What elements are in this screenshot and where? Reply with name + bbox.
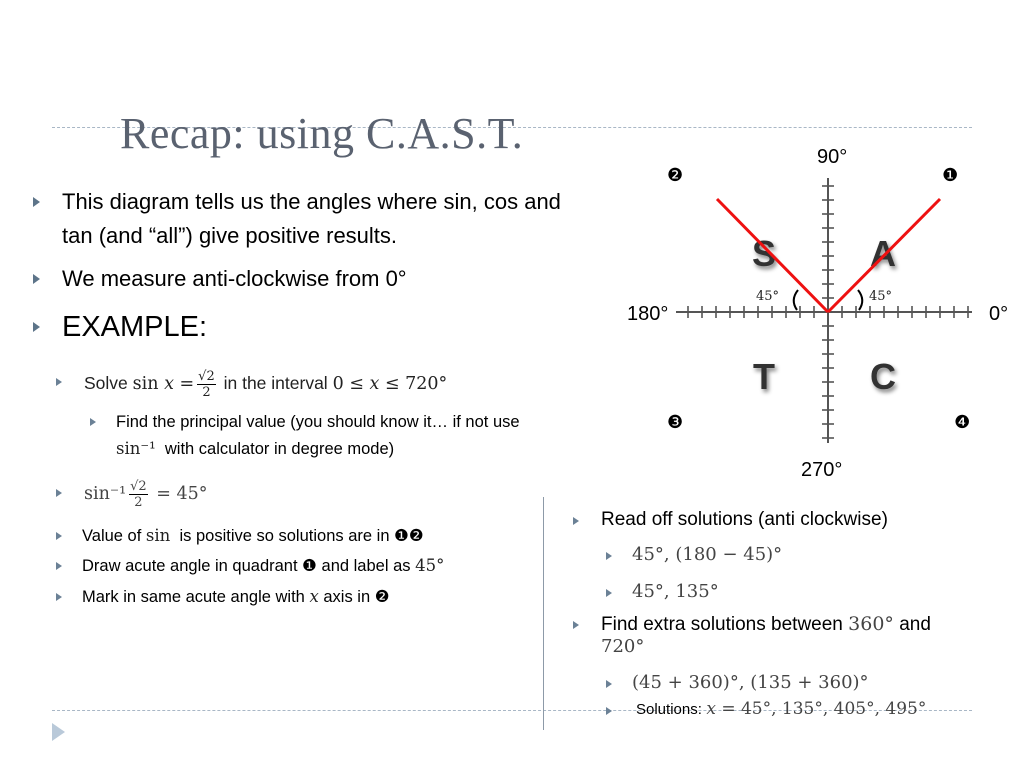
bullet-arrow-icon (606, 552, 612, 560)
result-lhs: sin⁻¹ (84, 484, 127, 504)
mark-x: 𝑥 (309, 587, 319, 606)
bullet-arrow-icon (56, 593, 62, 601)
read-off-r1: 45°, (180 − 45)° (632, 544, 783, 565)
quadrant-marker-3: ❸ (667, 412, 684, 433)
bullet-arrow-icon (56, 532, 62, 540)
quadrant-marker-1: ❶ (942, 165, 959, 186)
extra-r3: (45 + 360)°, (135 + 360)° (632, 672, 869, 693)
result-line (84, 479, 208, 510)
bullet-arrow-icon (90, 418, 96, 426)
column-divider (543, 497, 544, 730)
quadrant-letter-s: S (752, 233, 777, 274)
angle-arc-right (858, 290, 862, 310)
principal-line2 (116, 436, 394, 462)
bullet-arrow-icon (573, 517, 579, 525)
find-extra-line2: 720° (601, 636, 645, 657)
solve-prefix: Solve (84, 373, 128, 394)
solve-lhs: sin 𝑥 = (132, 374, 195, 395)
quadrant-letter-t: T (753, 356, 775, 397)
solutions-math: 𝑥 = 45°, 135°, 405°, 495° (706, 699, 927, 719)
solve-line (84, 369, 447, 400)
value-line: Value of sin is positive so solutions are in ❶❷ (82, 526, 424, 545)
nav-arrow-icon[interactable] (52, 723, 65, 741)
bullet-arrow-icon (56, 562, 62, 570)
angle-label-right: 45° (869, 289, 893, 304)
bullet-example: EXAMPLE: (62, 311, 208, 343)
label-0: 0° (989, 303, 1009, 325)
sqrt2-over-2-result: $\frac{√2}{2}$ (130, 479, 147, 510)
quadrant-marker-2: ❷ (667, 165, 684, 186)
bullet-diagram-line1: This diagram tells us the angles where sin, cos and (62, 189, 561, 214)
bullet-arrow-icon (606, 707, 612, 715)
angle-label-left: 45° (756, 289, 780, 304)
value-sin: sin (145, 526, 171, 545)
bullet-diagram-line2: tan (and “all”) give positive results. (62, 223, 398, 248)
bullet-arrow-icon (56, 489, 62, 497)
bullet-arrow-icon (33, 197, 40, 207)
read-off-line: Read off solutions (anti clockwise) (601, 509, 888, 530)
sqrt2-over-2: $\frac{√2}{2}$ (198, 369, 215, 400)
find-extra-line1: Find extra solutions between 360° and (601, 613, 931, 635)
draw-line: Draw acute angle in quadrant ❶ and label as 45° (82, 556, 445, 575)
mark-line: Mark in same acute angle with 𝑥 axis in ❷ (82, 587, 390, 606)
bullet-arrow-icon (56, 378, 62, 386)
sin-inverse: sin⁻¹ (116, 439, 156, 458)
bullet-arrow-icon (573, 621, 579, 629)
slide-title: Recap: using C.A.S.T. (120, 109, 524, 158)
principal-line1: Find the principal value (you should know it… if not use (116, 413, 520, 431)
draw-angle: 45° (415, 556, 445, 575)
quadrant-letter-c: C (870, 356, 896, 397)
bullet-arrow-icon (606, 680, 612, 688)
find-360: 360° (848, 613, 894, 635)
bullet-arrow-icon (606, 589, 612, 597)
solve-mid: in the interval (223, 373, 328, 394)
quadrant-letter-a: A (870, 233, 896, 274)
bullet-measure: We measure anti-clockwise from 0° (62, 266, 407, 291)
quadrant-marker-4: ❹ (954, 412, 971, 433)
solutions-label: Solutions: (636, 701, 702, 718)
read-off-r2: 45°, 135° (632, 581, 719, 602)
principal-line2-rest: with calculator in degree mode) (164, 440, 395, 458)
label-270: 270° (801, 459, 843, 481)
bullet-arrow-icon (33, 274, 40, 284)
label-90: 90° (817, 146, 848, 168)
solve-interval: 0 ≤ 𝑥 ≤ 720° (332, 374, 448, 395)
bullet-arrow-icon (33, 322, 40, 332)
result-rhs: = 45° (156, 484, 208, 504)
solutions-line (636, 699, 926, 719)
label-180: 180° (627, 303, 669, 325)
angle-arc-left (794, 290, 798, 310)
cast-diagram (627, 140, 1024, 485)
